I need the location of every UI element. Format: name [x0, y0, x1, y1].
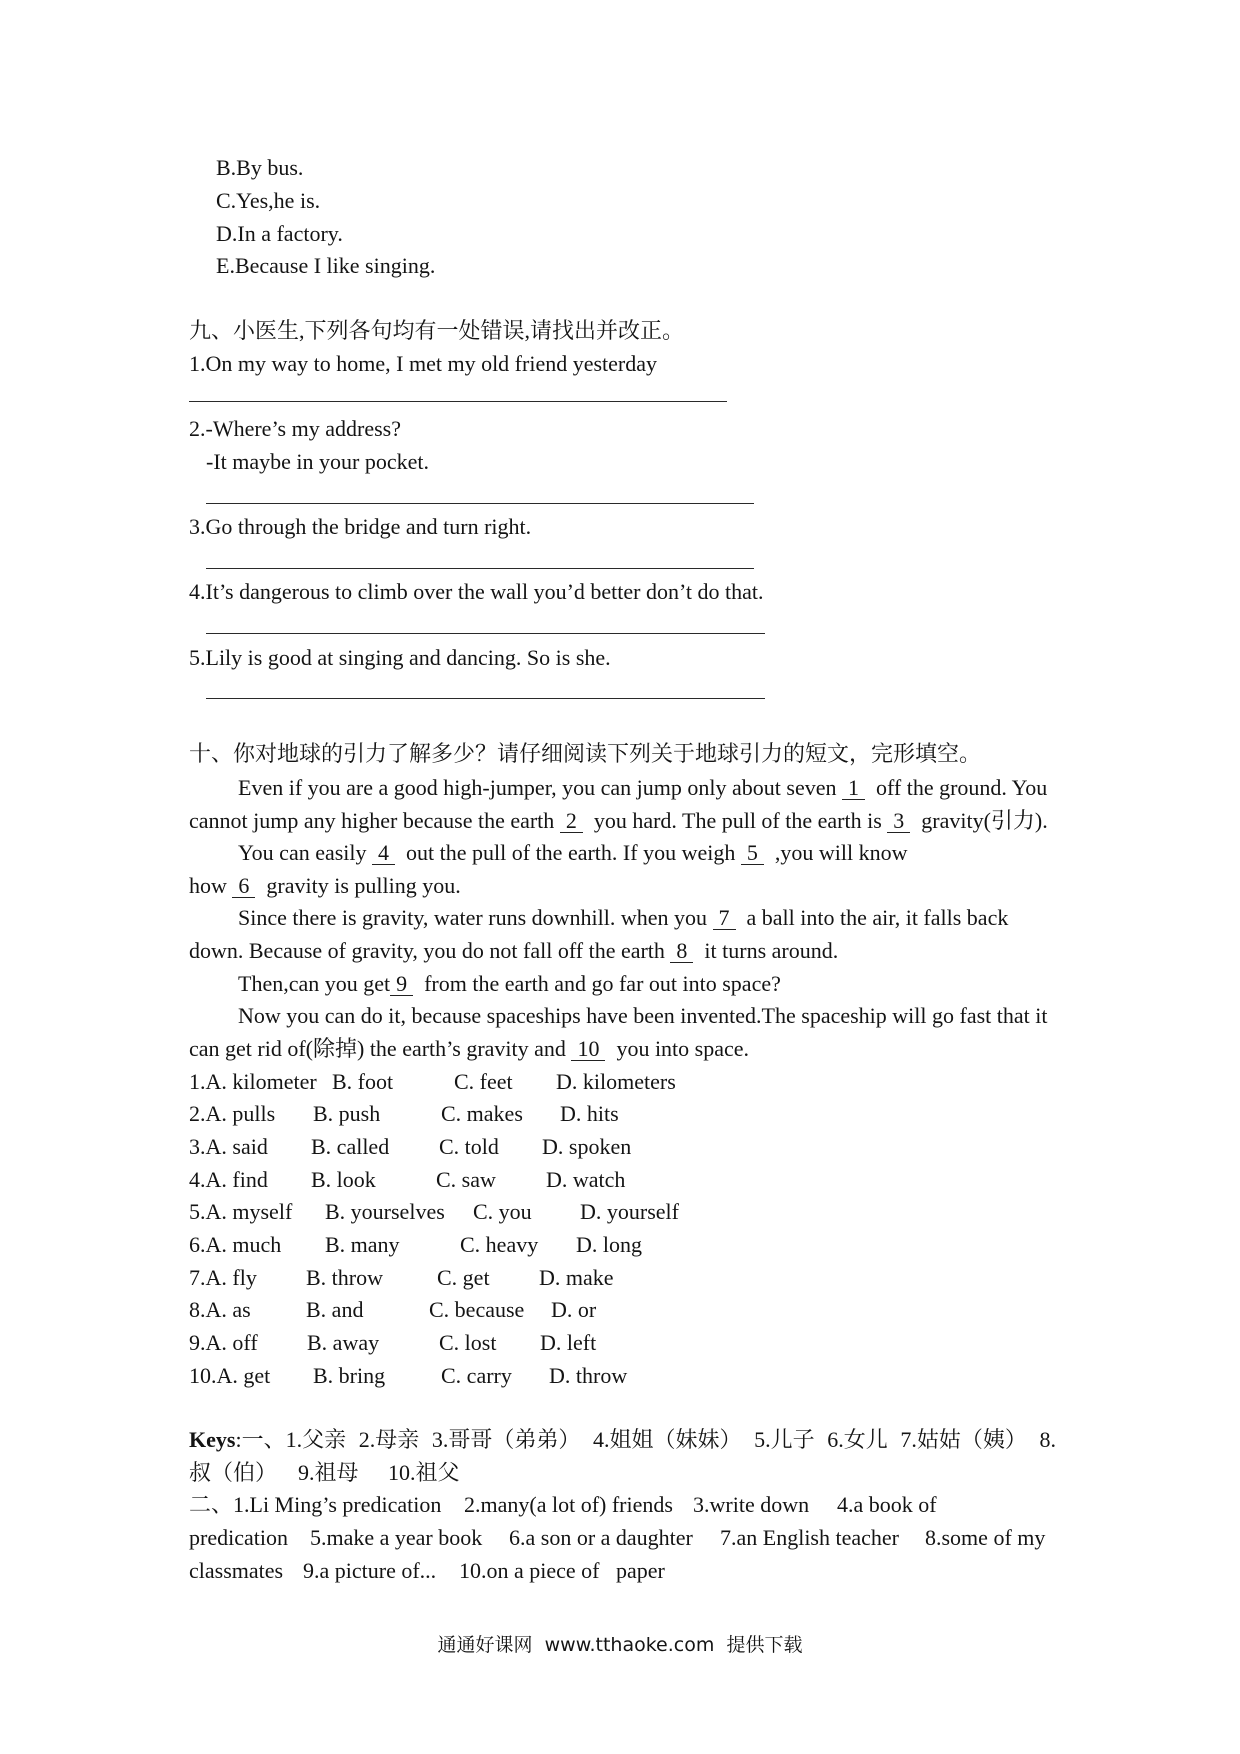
choice-d: D. long	[576, 1232, 642, 1257]
key-item: classmates	[189, 1558, 284, 1583]
answer-line	[206, 568, 754, 569]
key-item: 2.母亲	[358, 1427, 420, 1452]
choice-b: B. and	[306, 1297, 364, 1322]
keys-label: Keys	[189, 1427, 236, 1452]
error-correction-item: 1.On my way to home, I met my old friend yesterday	[189, 351, 658, 376]
blank-number: 8	[670, 940, 693, 963]
passage-line	[238, 772, 1047, 804]
keys-line	[0, 1522, 1240, 1554]
choice-a-text: A. get	[216, 1363, 271, 1388]
choice-a-text: A. pulls	[205, 1101, 276, 1126]
keys-line	[189, 1424, 1056, 1456]
choice-a-text: A. said	[205, 1134, 268, 1159]
choice-c: C. lost	[439, 1330, 497, 1355]
passage-text: Then,can you get	[238, 971, 391, 996]
choice-d: D. throw	[549, 1363, 628, 1388]
choice-row	[0, 1294, 1240, 1326]
choice-number: 10.	[189, 1363, 217, 1388]
choice-row	[0, 1098, 1240, 1130]
previous-option: D.In a factory.	[216, 221, 343, 246]
choice-row	[0, 1164, 1240, 1196]
key-item: 4.a book of	[837, 1492, 937, 1517]
choice-c: C. because	[429, 1297, 525, 1322]
answer-line	[206, 698, 765, 699]
choice-a-text: A. kilometer	[205, 1069, 317, 1094]
choice-number: 3.	[189, 1134, 206, 1159]
blank-number: 2	[560, 810, 583, 833]
choice-row	[0, 1066, 1240, 1098]
key-item: 5.make a year book	[310, 1525, 483, 1550]
passage-text: gravity(引力).	[910, 808, 1048, 833]
key-item: 叔（伯）	[189, 1460, 278, 1485]
key-item: 7.an English teacher	[720, 1525, 899, 1550]
passage-line	[189, 1033, 749, 1065]
passage-text: you hard. The pull of the earth is	[582, 808, 888, 833]
choice-a-text: A. off	[205, 1330, 258, 1355]
blank-number: 4	[372, 842, 395, 865]
choice-d: D. spoken	[542, 1134, 632, 1159]
choice-a	[189, 1066, 317, 1098]
choice-d: D. yourself	[580, 1199, 679, 1224]
blank-number: 3	[887, 810, 910, 833]
choice-c: C. get	[437, 1265, 490, 1290]
error-correction-item: 4.It’s dangerous to climb over the wall you’d better don’t do that.	[189, 579, 764, 604]
passage-line	[238, 837, 907, 869]
passage-text: it turns around.	[693, 938, 839, 963]
passage-text: how	[189, 873, 233, 898]
blank-number: 9	[390, 973, 413, 996]
key-item: 8.	[1039, 1427, 1056, 1452]
blank-number: 7	[713, 907, 736, 930]
passage-text: out the pull of the earth. If you weigh	[395, 840, 741, 865]
choice-b: B. away	[307, 1330, 380, 1355]
choice-b: B. push	[313, 1101, 381, 1126]
passage-text: You can easily	[238, 840, 373, 865]
choice-number: 7.	[189, 1265, 206, 1290]
choice-a	[189, 1262, 257, 1294]
passage-text: Even if you are a good high-jumper, you can jump only about seven	[238, 775, 842, 800]
choice-row	[0, 1327, 1240, 1359]
choice-number: 2.	[189, 1101, 206, 1126]
choice-number: 6.	[189, 1232, 206, 1257]
passage-text: Since there is gravity, water runs downhill. when you	[238, 905, 713, 930]
choice-row	[0, 1196, 1240, 1228]
key-item: 3.write down	[693, 1492, 810, 1517]
choice-a-text: A. much	[205, 1232, 282, 1257]
passage-line	[238, 1000, 1048, 1032]
answer-line	[206, 503, 754, 504]
choice-a	[189, 1327, 258, 1359]
passage-text: gravity is pulling you.	[255, 873, 461, 898]
choice-a-text: A. find	[205, 1167, 268, 1192]
keys-line	[0, 1457, 1240, 1489]
passage-text: Now you can do it, because spaceships have been invented.The spaceship will go fast that it	[238, 1003, 1048, 1028]
choice-a	[189, 1294, 251, 1326]
answer-line	[189, 401, 727, 402]
blank-number: 1	[842, 777, 865, 800]
choice-b: B. throw	[306, 1265, 383, 1290]
key-item: 5.儿子	[754, 1427, 815, 1452]
passage-line	[238, 968, 781, 1000]
choice-b: B. foot	[332, 1069, 394, 1094]
passage-line	[189, 805, 1048, 837]
key-item: 10.祖父	[388, 1460, 460, 1485]
blank-number: 10	[571, 1038, 605, 1061]
choice-a	[189, 1196, 292, 1228]
passage-text: cannot jump any higher because the earth	[189, 808, 560, 833]
section-9-title: 九、小医生,下列各句均有一处错误,请找出并改正。	[189, 318, 685, 343]
choice-b: B. bring	[313, 1363, 386, 1388]
choice-c: C. carry	[441, 1363, 512, 1388]
blank-number: 6	[232, 875, 255, 898]
choice-number: 5.	[189, 1199, 206, 1224]
passage-text: down. Because of gravity, you do not fall off the earth	[189, 938, 671, 963]
choice-a	[189, 1098, 275, 1130]
key-item: predication	[189, 1525, 288, 1550]
key-item: 7.姑姑（姨）	[900, 1427, 1027, 1452]
choice-b: B. many	[325, 1232, 400, 1257]
page-footer: 通通好课网 www.tthaoke.com 提供下载	[437, 1634, 803, 1656]
choice-row	[0, 1229, 1240, 1261]
error-correction-item-reply: -It maybe in your pocket.	[206, 449, 429, 474]
section-10-title: 十、你对地球的引力了解多少？请仔细阅读下列关于地球引力的短文，完形填空。	[189, 741, 982, 766]
keys-line	[0, 1489, 1240, 1521]
choice-a-text: A. fly	[205, 1265, 257, 1290]
choice-a	[189, 1229, 281, 1261]
key-item: 6.女儿	[827, 1427, 888, 1452]
choice-d: D. kilometers	[556, 1069, 676, 1094]
choice-d: D. make	[539, 1265, 614, 1290]
previous-option: C.Yes,he is.	[216, 188, 321, 213]
choice-d: D. watch	[546, 1167, 626, 1192]
error-correction-item: 2.-Where’s my address?	[189, 416, 401, 441]
key-item: 9.祖母	[298, 1460, 359, 1485]
passage-line	[238, 902, 1008, 934]
choice-a	[189, 1360, 270, 1392]
passage-line	[189, 935, 838, 967]
key-item: 10.on a piece of paper	[459, 1558, 665, 1583]
choice-b: B. yourselves	[325, 1199, 445, 1224]
choice-row	[0, 1360, 1240, 1392]
choice-a	[189, 1131, 268, 1163]
passage-text: you into space.	[605, 1036, 750, 1061]
choice-c: C. heavy	[460, 1232, 539, 1257]
key-item: 2.many(a lot of) friends	[464, 1492, 673, 1517]
keys-line	[0, 1555, 1240, 1587]
choice-d: D. or	[551, 1297, 597, 1322]
key-item: 3.哥哥（弟弟）	[431, 1427, 581, 1452]
choice-number: 4.	[189, 1167, 206, 1192]
key-item: 8.some of my	[925, 1525, 1046, 1550]
blank-number: 5	[741, 842, 764, 865]
answer-line	[206, 633, 765, 634]
passage-text: can get rid of(除掉) the earth’s gravity and	[189, 1036, 572, 1061]
choice-a	[189, 1164, 268, 1196]
key-item: 6.a son or a daughter	[509, 1525, 693, 1550]
choice-c: C. feet	[454, 1069, 513, 1094]
choice-b: B. called	[311, 1134, 390, 1159]
choice-d: D. left	[540, 1330, 597, 1355]
choice-c: C. makes	[441, 1101, 523, 1126]
key-item	[189, 1424, 346, 1456]
choice-d: D. hits	[560, 1101, 619, 1126]
key-item: 4.姐姐（妹妹）	[592, 1427, 742, 1452]
choice-row	[0, 1131, 1240, 1163]
choice-a-text: A. myself	[205, 1199, 293, 1224]
passage-text: off the ground. You	[864, 775, 1048, 800]
key-item-text: :一、1.父亲	[235, 1427, 347, 1452]
choice-a-text: A. as	[205, 1297, 251, 1322]
passage-line	[189, 870, 461, 902]
choice-b: B. look	[311, 1167, 376, 1192]
choice-c: C. saw	[436, 1167, 496, 1192]
choice-row	[0, 1262, 1240, 1294]
passage-text: from the earth and go far out into space?	[413, 971, 781, 996]
choice-number: 1.	[189, 1069, 206, 1094]
previous-option: B.By bus.	[216, 155, 304, 180]
choice-number: 8.	[189, 1297, 206, 1322]
passage-text: a ball into the air, it falls back	[735, 905, 1009, 930]
choice-c: C. told	[439, 1134, 499, 1159]
passage-text: ,you will know	[763, 840, 908, 865]
key-item: 9.a picture of...	[303, 1558, 437, 1583]
choice-number: 9.	[189, 1330, 206, 1355]
previous-option: E.Because I like singing.	[216, 253, 436, 278]
error-correction-item: 3.Go through the bridge and turn right.	[189, 514, 532, 539]
choice-c: C. you	[473, 1199, 532, 1224]
error-correction-item: 5.Lily is good at singing and dancing. So is she.	[189, 645, 611, 670]
key-item: 二、1.Li Ming’s predication	[189, 1492, 442, 1517]
